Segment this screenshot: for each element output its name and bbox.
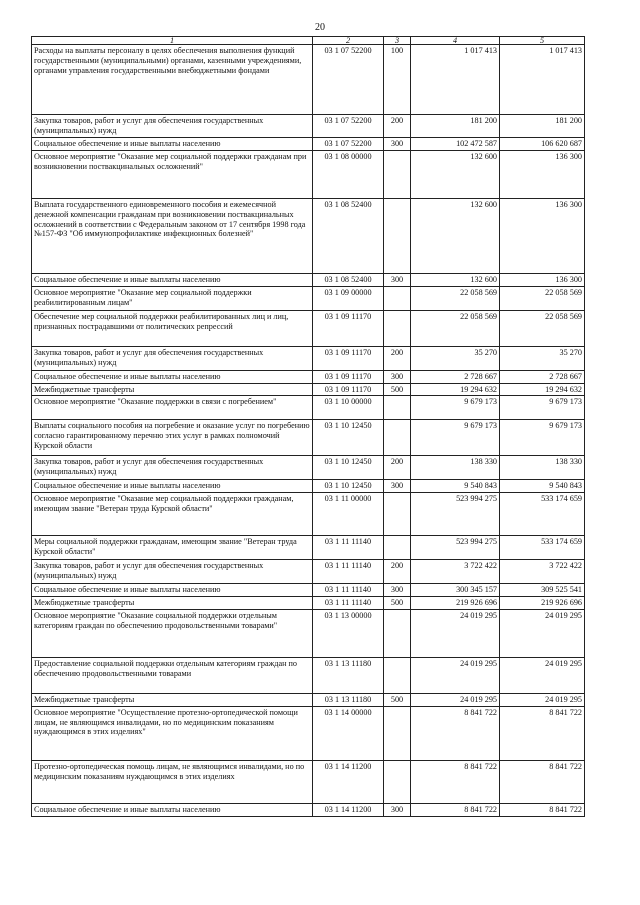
row-name-cell: Социальное обеспечение и иные выплаты населению — [32, 273, 313, 286]
row-amount-year1-cell: 523 994 275 — [411, 536, 500, 560]
column-header: 1 — [32, 37, 313, 45]
table-row — [32, 536, 585, 560]
row-code-cell: 03 1 11 11140 — [313, 560, 384, 584]
table-row — [32, 370, 585, 383]
row-code-cell: 03 1 09 00000 — [313, 286, 384, 310]
row-code-cell: 03 1 14 00000 — [313, 706, 384, 760]
row-code-cell: 03 1 08 52400 — [313, 273, 384, 286]
row-expense-type-cell — [384, 760, 411, 803]
row-code-cell: 03 1 13 11180 — [313, 657, 384, 693]
row-code-cell: 03 1 13 00000 — [313, 609, 384, 657]
row-amount-year2-cell: 136 300 — [500, 273, 585, 286]
table-row — [32, 597, 585, 610]
row-code-cell: 03 1 14 11200 — [313, 760, 384, 803]
table-row — [32, 706, 585, 760]
row-expense-type-cell — [384, 396, 411, 420]
row-name-cell: Обеспечение мер социальной поддержки реабилитированных лиц и лиц, признанных пострадавшими от политических репрессий — [32, 310, 313, 346]
row-amount-year2-cell: 106 620 687 — [500, 138, 585, 151]
row-expense-type-cell — [384, 150, 411, 198]
row-amount-year2-cell: 24 019 295 — [500, 657, 585, 693]
row-amount-year1-cell: 22 058 569 — [411, 286, 500, 310]
table-row — [32, 396, 585, 420]
row-name-cell: Социальное обеспечение и иные выплаты населению — [32, 584, 313, 597]
table-row — [32, 420, 585, 456]
row-expense-type-cell — [384, 609, 411, 657]
row-expense-type-cell — [384, 420, 411, 456]
row-expense-type-cell: 300 — [384, 138, 411, 151]
row-expense-type-cell — [384, 198, 411, 273]
row-code-cell: 03 1 09 11170 — [313, 383, 384, 396]
table-row — [32, 150, 585, 198]
row-code-cell: 03 1 09 11170 — [313, 370, 384, 383]
column-header: 5 — [500, 37, 585, 45]
row-expense-type-cell — [384, 286, 411, 310]
table-row — [32, 480, 585, 493]
row-amount-year1-cell: 8 841 722 — [411, 760, 500, 803]
row-code-cell: 03 1 10 12450 — [313, 420, 384, 456]
column-header: 3 — [384, 37, 411, 45]
table-row — [32, 560, 585, 584]
table-row — [32, 45, 585, 115]
row-amount-year2-cell: 35 270 — [500, 346, 585, 370]
row-code-cell: 03 1 10 00000 — [313, 396, 384, 420]
row-name-cell: Основное мероприятие "Оказание поддержки в связи с погребением" — [32, 396, 313, 420]
row-amount-year1-cell: 523 994 275 — [411, 493, 500, 536]
row-name-cell: Социальное обеспечение и иные выплаты населению — [32, 138, 313, 151]
row-amount-year1-cell: 3 722 422 — [411, 560, 500, 584]
column-number-row — [32, 37, 585, 45]
row-amount-year1-cell: 300 345 157 — [411, 584, 500, 597]
row-expense-type-cell: 200 — [384, 560, 411, 584]
row-name-cell: Выплаты социального пособия на погребение и оказание услуг по погребению согласно гарантированному перечню этих услуг в рамках полномочий Курской области — [32, 420, 313, 456]
row-amount-year1-cell: 24 019 295 — [411, 657, 500, 693]
row-amount-year1-cell: 132 600 — [411, 273, 500, 286]
row-expense-type-cell: 300 — [384, 370, 411, 383]
row-code-cell: 03 1 10 12450 — [313, 480, 384, 493]
row-amount-year2-cell: 1 017 413 — [500, 45, 585, 115]
row-name-cell: Основное мероприятие "Оказание мер социальной поддержки реабилитированным лицам" — [32, 286, 313, 310]
table-row — [32, 803, 585, 816]
row-amount-year1-cell: 219 926 696 — [411, 597, 500, 610]
row-expense-type-cell: 300 — [384, 480, 411, 493]
row-code-cell: 03 1 08 00000 — [313, 150, 384, 198]
row-expense-type-cell — [384, 493, 411, 536]
row-amount-year2-cell: 138 330 — [500, 456, 585, 480]
row-name-cell: Межбюджетные трансферты — [32, 383, 313, 396]
table-row — [32, 657, 585, 693]
row-expense-type-cell — [384, 706, 411, 760]
row-expense-type-cell: 300 — [384, 803, 411, 816]
row-amount-year2-cell: 24 019 295 — [500, 693, 585, 706]
row-expense-type-cell: 200 — [384, 346, 411, 370]
row-name-cell: Межбюджетные трансферты — [32, 693, 313, 706]
row-amount-year2-cell: 22 058 569 — [500, 286, 585, 310]
row-amount-year1-cell: 24 019 295 — [411, 693, 500, 706]
row-amount-year1-cell: 9 679 173 — [411, 420, 500, 456]
row-amount-year1-cell: 181 200 — [411, 115, 500, 138]
row-name-cell: Основное мероприятие "Оказание мер социальной поддержки гражданам, имеющим звание "Ветеран труда Курской области" — [32, 493, 313, 536]
row-amount-year1-cell: 8 841 722 — [411, 706, 500, 760]
row-amount-year2-cell: 533 174 659 — [500, 493, 585, 536]
row-amount-year1-cell: 24 019 295 — [411, 609, 500, 657]
row-name-cell: Межбюджетные трансферты — [32, 597, 313, 610]
row-name-cell: Выплата государственного единовременного пособия и ежемесячной денежной компенсации гражданам при возникновении поствакцинальных осложнений в соответствии с Федеральным законом от 17 сентября 1998 года №157-ФЗ "Об иммунопрофилактике инфекционных болезней" — [32, 198, 313, 273]
table-row — [32, 273, 585, 286]
table-row — [32, 138, 585, 151]
row-amount-year2-cell: 8 841 722 — [500, 803, 585, 816]
row-expense-type-cell: 500 — [384, 597, 411, 610]
row-expense-type-cell: 200 — [384, 115, 411, 138]
table-body — [32, 45, 585, 817]
row-code-cell: 03 1 14 11200 — [313, 803, 384, 816]
table-row — [32, 493, 585, 536]
table-row — [32, 760, 585, 803]
row-code-cell: 03 1 11 11140 — [313, 597, 384, 610]
table-row — [32, 198, 585, 273]
row-amount-year2-cell: 9 679 173 — [500, 396, 585, 420]
row-amount-year1-cell: 132 600 — [411, 150, 500, 198]
row-name-cell: Предоставление социальной поддержки отдельным категориям граждан по обеспечению продовольственными товарами — [32, 657, 313, 693]
table-row — [32, 286, 585, 310]
row-amount-year1-cell: 1 017 413 — [411, 45, 500, 115]
row-amount-year2-cell: 309 525 541 — [500, 584, 585, 597]
row-code-cell: 03 1 11 00000 — [313, 493, 384, 536]
row-code-cell: 03 1 07 52200 — [313, 138, 384, 151]
row-amount-year2-cell: 181 200 — [500, 115, 585, 138]
page-number: 20 — [315, 22, 325, 33]
row-name-cell: Меры социальной поддержки гражданам, имеющим звание "Ветеран труда Курской области" — [32, 536, 313, 560]
row-code-cell: 03 1 09 11170 — [313, 346, 384, 370]
row-expense-type-cell: 300 — [384, 273, 411, 286]
row-name-cell: Основное мероприятие "Осуществление протезно-ортопедической помощи лицам, не являющимся инвалидами, но по медицинским показаниям нуждающимся в этих изделиях" — [32, 706, 313, 760]
row-name-cell: Закупка товаров, работ и услуг для обеспечения государственных (муниципальных) нужд — [32, 115, 313, 138]
row-amount-year2-cell: 219 926 696 — [500, 597, 585, 610]
row-code-cell: 03 1 13 11180 — [313, 693, 384, 706]
row-amount-year2-cell: 136 300 — [500, 150, 585, 198]
row-amount-year2-cell: 9 679 173 — [500, 420, 585, 456]
table-row — [32, 115, 585, 138]
table-row — [32, 383, 585, 396]
row-code-cell: 03 1 07 52200 — [313, 45, 384, 115]
row-amount-year2-cell: 8 841 722 — [500, 706, 585, 760]
row-name-cell: Основное мероприятие "Оказание социальной поддержки отдельным категориям граждан по обеспечению продовольственными товарами" — [32, 609, 313, 657]
row-amount-year1-cell: 138 330 — [411, 456, 500, 480]
row-amount-year2-cell: 3 722 422 — [500, 560, 585, 584]
row-code-cell: 03 1 07 52200 — [313, 115, 384, 138]
row-amount-year1-cell: 8 841 722 — [411, 803, 500, 816]
row-amount-year2-cell: 22 058 569 — [500, 310, 585, 346]
row-amount-year2-cell: 24 019 295 — [500, 609, 585, 657]
row-amount-year2-cell: 2 728 667 — [500, 370, 585, 383]
row-expense-type-cell: 200 — [384, 456, 411, 480]
row-amount-year2-cell: 9 540 843 — [500, 480, 585, 493]
row-name-cell: Социальное обеспечение и иные выплаты населению — [32, 480, 313, 493]
row-amount-year2-cell: 136 300 — [500, 198, 585, 273]
row-name-cell: Протезно-ортопедическая помощь лицам, не являющимся инвалидами, но по медицинским показаниям нуждающимся в этих изделиях — [32, 760, 313, 803]
row-expense-type-cell — [384, 310, 411, 346]
row-amount-year1-cell: 19 294 632 — [411, 383, 500, 396]
row-expense-type-cell — [384, 536, 411, 560]
row-name-cell: Закупка товаров, работ и услуг для обеспечения государственных (муниципальных) нужд — [32, 346, 313, 370]
row-amount-year1-cell: 9 679 173 — [411, 396, 500, 420]
row-name-cell: Закупка товаров, работ и услуг для обеспечения государственных (муниципальных) нужд — [32, 456, 313, 480]
row-expense-type-cell: 100 — [384, 45, 411, 115]
row-amount-year1-cell: 2 728 667 — [411, 370, 500, 383]
table-row — [32, 609, 585, 657]
row-name-cell: Закупка товаров, работ и услуг для обеспечения государственных (муниципальных) нужд — [32, 560, 313, 584]
row-code-cell: 03 1 10 12450 — [313, 456, 384, 480]
budget-table — [31, 36, 585, 817]
row-name-cell: Социальное обеспечение и иные выплаты населению — [32, 803, 313, 816]
table-row — [32, 584, 585, 597]
row-amount-year1-cell: 102 472 587 — [411, 138, 500, 151]
row-name-cell: Социальное обеспечение и иные выплаты населению — [32, 370, 313, 383]
table-row — [32, 456, 585, 480]
row-expense-type-cell: 300 — [384, 584, 411, 597]
row-name-cell: Основное мероприятие "Оказание мер социальной поддержки гражданам при возникновении поствакцинальных осложнений" — [32, 150, 313, 198]
column-header: 4 — [411, 37, 500, 45]
row-code-cell: 03 1 08 52400 — [313, 198, 384, 273]
row-amount-year1-cell: 22 058 569 — [411, 310, 500, 346]
row-code-cell: 03 1 09 11170 — [313, 310, 384, 346]
row-expense-type-cell: 500 — [384, 383, 411, 396]
row-amount-year1-cell: 35 270 — [411, 346, 500, 370]
row-amount-year2-cell: 8 841 722 — [500, 760, 585, 803]
column-header: 2 — [313, 37, 384, 45]
row-name-cell: Расходы на выплаты персоналу в целях обеспечения выполнения функций государственными (муниципальными) органами, казенными учреждениями, органами управления государственными внебюджетными фондами — [32, 45, 313, 115]
row-amount-year1-cell: 132 600 — [411, 198, 500, 273]
table-row — [32, 693, 585, 706]
table-row — [32, 310, 585, 346]
row-code-cell: 03 1 11 11140 — [313, 536, 384, 560]
row-amount-year2-cell: 19 294 632 — [500, 383, 585, 396]
table-row — [32, 346, 585, 370]
row-expense-type-cell — [384, 657, 411, 693]
row-amount-year2-cell: 533 174 659 — [500, 536, 585, 560]
row-code-cell: 03 1 11 11140 — [313, 584, 384, 597]
row-amount-year1-cell: 9 540 843 — [411, 480, 500, 493]
row-expense-type-cell: 500 — [384, 693, 411, 706]
